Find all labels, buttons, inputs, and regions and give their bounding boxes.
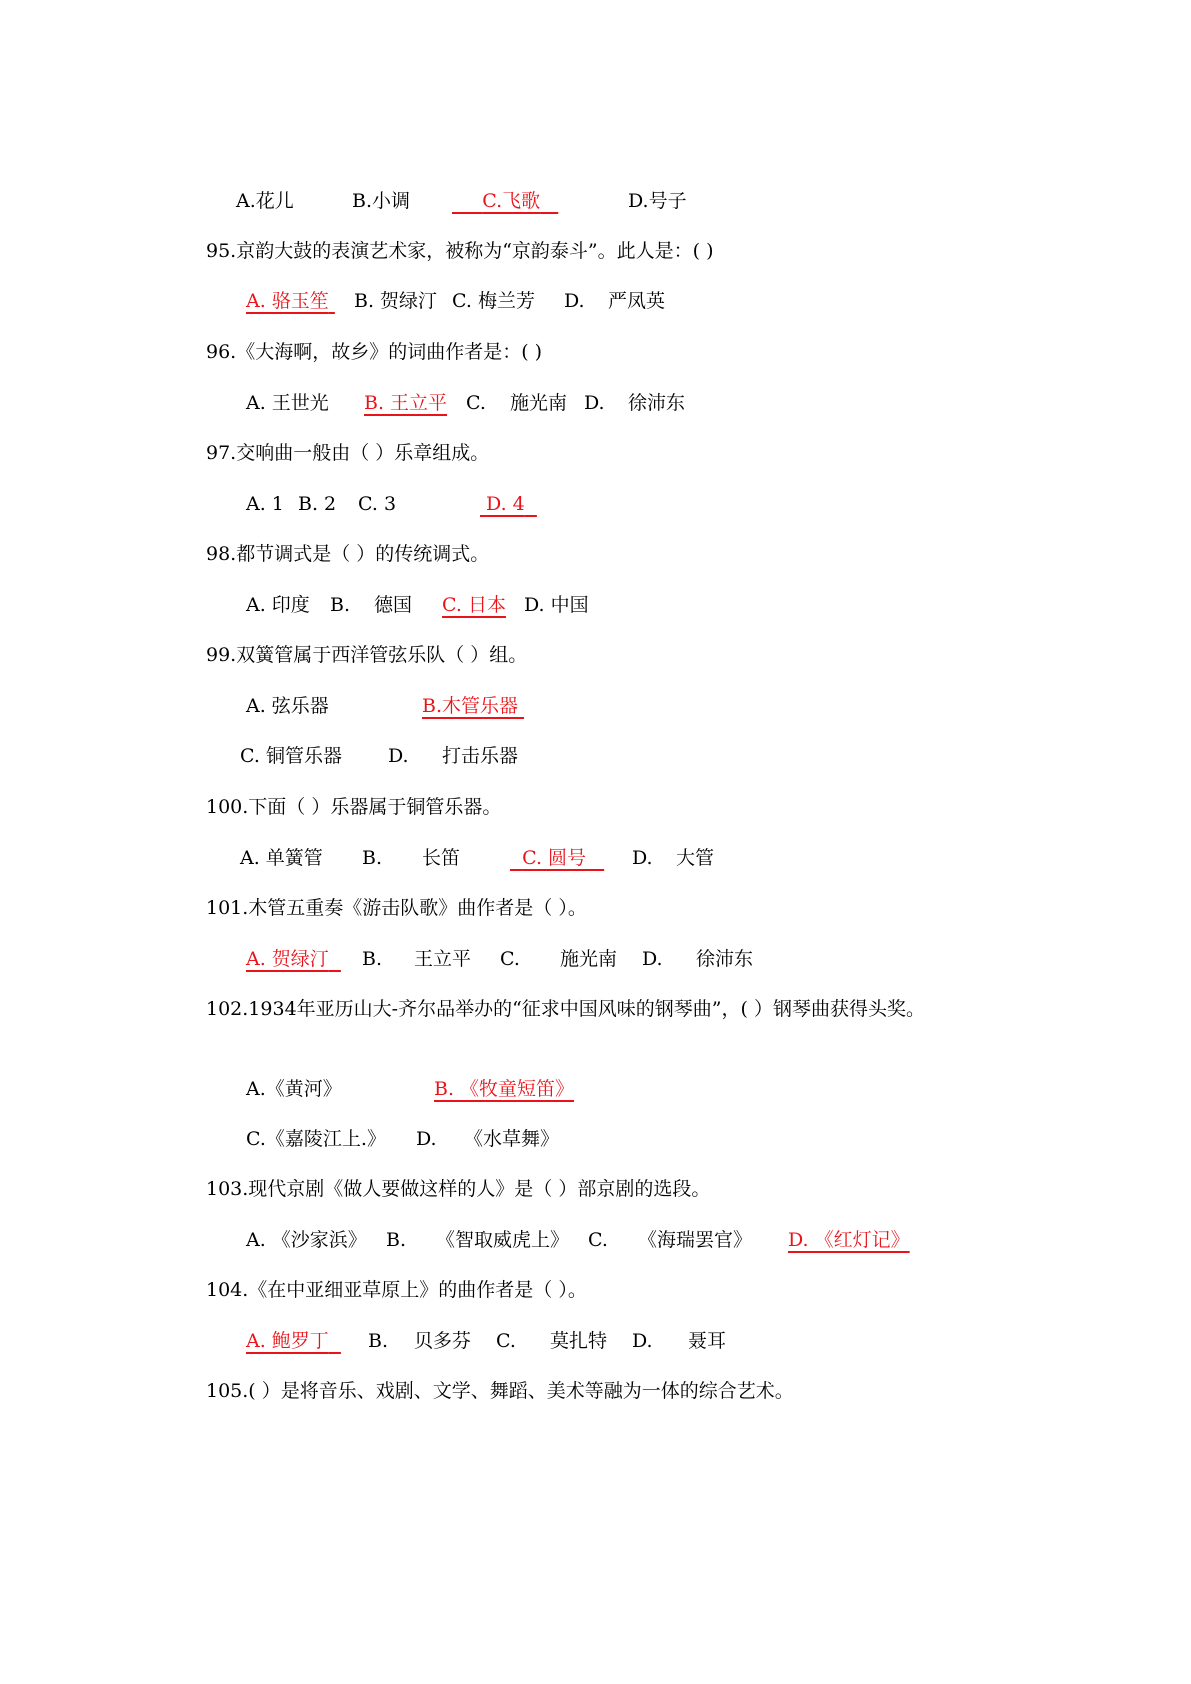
q94-option-d: D.号子 xyxy=(628,190,687,212)
q98-option-d: D. 中国 xyxy=(524,594,589,616)
q103-option-b: B. xyxy=(386,1229,407,1251)
q97-option-b: B. 2 xyxy=(298,493,337,515)
q98-option-b-text: 德国 xyxy=(374,594,413,616)
q101-option-c: C. xyxy=(500,948,520,970)
q103-option-c: C. xyxy=(588,1229,608,1251)
q94-option-b: B.小调 xyxy=(352,190,411,212)
q99-option-a: A. 弦乐器 xyxy=(246,695,329,717)
q99-option-d-text: 打击乐器 xyxy=(442,745,519,767)
q95-question: 95.京韵大鼓的表演艺术家，被称为“京韵泰斗”。此人是：( ) xyxy=(206,240,714,262)
q95-option-d-text: 严凤英 xyxy=(608,290,666,312)
q103-question: 103.现代京剧《做人要做这样的人》是（ ）部京剧的选段。 xyxy=(206,1178,711,1200)
q101-option-a-answer: A. 贺绿汀 xyxy=(246,948,329,970)
q104-option-c: C. xyxy=(496,1330,516,1352)
q102-option-d: D. xyxy=(416,1128,437,1150)
q96-option-c-text: 施光南 xyxy=(510,392,568,414)
q96-option-d-text: 徐沛东 xyxy=(628,392,686,414)
q97-question: 97.交响曲一般由（ ）乐章组成。 xyxy=(206,442,490,464)
q95-option-b: B. 贺绿汀 xyxy=(354,290,438,312)
q96-option-d: D. xyxy=(584,392,605,414)
q100-option-c-answer: C. 圆号 xyxy=(522,847,587,869)
q99-question: 99.双簧管属于西洋管弦乐队（ ）组。 xyxy=(206,644,528,666)
q101-option-d: D. xyxy=(642,948,663,970)
q104-option-b: B. xyxy=(368,1330,389,1352)
q101-option-b: B. xyxy=(362,948,383,970)
q98-question: 98.都节调式是（ ）的传统调式。 xyxy=(206,543,490,565)
q99-option-d: D. xyxy=(388,745,409,767)
q97-option-a: A. 1 xyxy=(246,493,284,515)
q104-option-c-text: 莫扎特 xyxy=(550,1330,608,1352)
q95-option-d: D. xyxy=(564,290,585,312)
q95-option-c: C. 梅兰芳 xyxy=(452,290,535,312)
q100-option-b-text: 长笛 xyxy=(422,847,461,869)
q101-option-b-text: 王立平 xyxy=(414,948,472,970)
q99-option-c: C. 铜管乐器 xyxy=(240,745,342,767)
q103-option-a: A. 《沙家浜》 xyxy=(246,1229,367,1251)
q103-option-b-text: 《智取威虎上》 xyxy=(436,1229,570,1251)
q100-option-b: B. xyxy=(362,847,383,869)
q100-option-a: A. 单簧管 xyxy=(240,847,323,869)
q102-option-b-answer: B. 《牧童短笛》 xyxy=(434,1078,575,1100)
q105-question: 105.( ）是将音乐、戏剧、文学、舞蹈、美术等融为一体的综合艺术。 xyxy=(206,1380,794,1402)
q104-option-d-text: 聂耳 xyxy=(688,1330,727,1352)
q102-question: 102.1934年亚历山大-齐尔品举办的“征求中国风味的钢琴曲”，( ）钢琴曲获得头奖。 xyxy=(206,998,925,1020)
q95-option-a-answer: A. 骆玉笙 xyxy=(246,290,329,312)
q96-question: 96.《大海啊，故乡》的词曲作者是：( ) xyxy=(206,341,543,363)
q98-option-c-answer: C. 日本 xyxy=(442,594,506,616)
q94-option-c-answer: C.飞歌 xyxy=(482,190,541,212)
q100-question: 100.下面（ ）乐器属于铜管乐器。 xyxy=(206,796,502,818)
q100-option-d-text: 大管 xyxy=(676,847,715,869)
q96-option-c: C. xyxy=(466,392,486,414)
q101-option-c-text: 施光南 xyxy=(560,948,618,970)
q103-option-c-text: 《海瑞罢官》 xyxy=(638,1229,753,1251)
q100-option-d: D. xyxy=(632,847,653,869)
q104-option-b-text: 贝多芬 xyxy=(414,1330,472,1352)
q104-option-d: D. xyxy=(632,1330,653,1352)
q103-option-d-answer: D. 《红灯记》 xyxy=(788,1229,910,1251)
q104-question: 104.《在中亚细亚草原上》的曲作者是（ ）。 xyxy=(206,1279,587,1301)
q101-question: 101.木管五重奏《游击队歌》曲作者是（ ）。 xyxy=(206,897,587,919)
q102-option-a: A.《黄河》 xyxy=(246,1078,342,1100)
q99-option-b-answer: B.木管乐器 xyxy=(422,695,519,717)
q98-option-a: A. 印度 xyxy=(246,594,310,616)
q98-option-b: B. xyxy=(330,594,351,616)
q97-option-c: C. 3 xyxy=(358,493,397,515)
q102-option-c: C.《嘉陵江上.》 xyxy=(246,1128,386,1150)
q104-option-a-answer: A. 鲍罗丁 xyxy=(246,1330,329,1352)
q101-option-d-text: 徐沛东 xyxy=(696,948,754,970)
q97-option-d-answer: D. 4 xyxy=(486,493,525,515)
q102-option-d-text: 《水草舞》 xyxy=(464,1128,560,1150)
q94-option-a: A.花儿 xyxy=(236,190,294,212)
q96-option-b-answer: B. 王立平 xyxy=(364,392,448,414)
q96-option-a: A. 王世光 xyxy=(246,392,329,414)
